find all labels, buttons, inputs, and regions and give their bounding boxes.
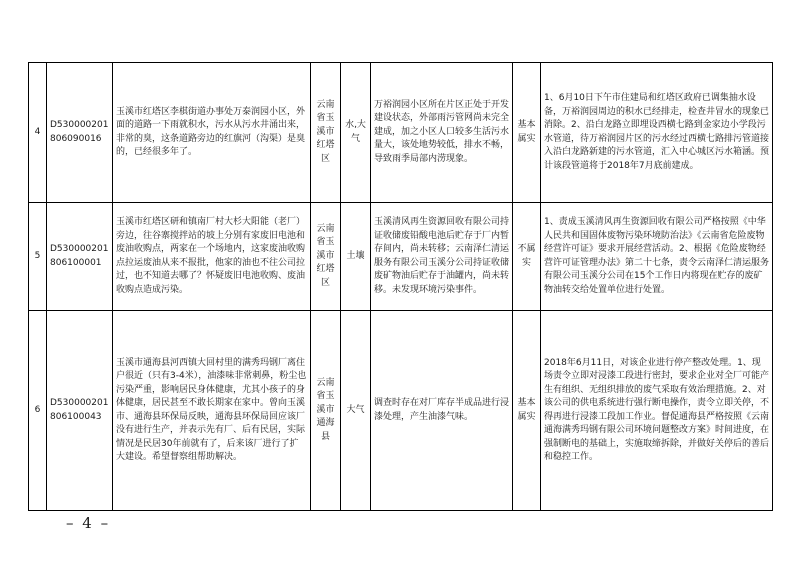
pollution-type: 水,大气 bbox=[341, 63, 371, 203]
administrative-region: 云南省玉溪市红塔区 bbox=[311, 63, 341, 203]
row-index: 6 bbox=[29, 311, 47, 511]
table-row bbox=[29, 311, 773, 511]
administrative-region: 云南省玉溪市通海县 bbox=[311, 311, 341, 511]
rectification-actions: 2018年6月11日，对该企业进行停产整改处理。1、现场责令立即对浸漆工段进行密封，要求企业对全厂可能产生有组织、无组织排放的废气采取有效治理措施。2、对该公司的供电系统进行强行断电操作，责令立即关停，不得再进行浸漆工段加工作业。督促通海县严格按照《云南通海满秀玛钢有限公司环境问题整改方案》时间进度，在强制断电的基础上，实施取缔拆除，并做好关停后的善后和稳控工作。 bbox=[541, 311, 773, 511]
table-row bbox=[29, 63, 773, 203]
pollution-type: 土壤 bbox=[341, 203, 371, 311]
case-code: D530000201806100043 bbox=[47, 311, 113, 511]
complaint-description: 玉溪市红塔区研和镇南厂村大杉大阳能（老厂）旁边，往谷寨搅拌站的坡上分别有家废旧电池和废油收购点，两家在一个场地内，这家废油收购点拉运废油从来不报批，他家的油也不往公司拉过，也不知道去哪了？怀疑废旧电池收购、废油收购点造成污染。 bbox=[113, 203, 311, 311]
case-code: D530000201806100001 bbox=[47, 203, 113, 311]
pollution-type: 大气 bbox=[341, 311, 371, 511]
verification-verdict: 基本属实 bbox=[513, 311, 541, 511]
page-footer bbox=[66, 514, 110, 532]
administrative-region: 云南省玉溪市红塔区 bbox=[311, 203, 341, 311]
investigation-findings: 调查时存在对厂库存半成品进行浸漆处理，产生油漆气味。 bbox=[371, 311, 513, 511]
table-row bbox=[29, 203, 773, 311]
verification-verdict: 不属实 bbox=[513, 203, 541, 311]
dash-left: – bbox=[66, 514, 76, 532]
row-index: 5 bbox=[29, 203, 47, 311]
investigation-findings: 万裕润园小区所在片区正处于开发建设状态，外部雨污管网尚未完全建成，加之小区人口较多生活污水量大，该处地势较低，排水不畅，导致雨季局部内涝现象。 bbox=[371, 63, 513, 203]
investigation-findings: 玉溪清风再生资源回收有限公司持证收储废铅酸电池后贮存于厂内暂存间内，尚未转移；云南泽仁清运服务有限公司玉溪分公司持证收储废矿物油后贮存于油罐内，尚未转移。未发现环境污染事件。 bbox=[371, 203, 513, 311]
page-number: 4 bbox=[82, 514, 94, 532]
case-code: D530000201806090016 bbox=[47, 63, 113, 203]
complaint-table bbox=[28, 62, 773, 511]
dash-right: – bbox=[100, 514, 111, 532]
verification-verdict: 基本属实 bbox=[513, 63, 541, 203]
complaint-description: 玉溪市红塔区李棋街道办事处万泰润园小区，外面的道路一下雨就积水，污水从污水井涌出来，非常的臭，这条道路旁边的红旗河（沟渠）是臭的，已经很多年了。 bbox=[113, 63, 311, 203]
row-index: 4 bbox=[29, 63, 47, 203]
complaint-description: 玉溪市通海县河西镇大回村里的满秀玛钢厂离住户很近（只有3-4米），油漆味非常刺鼻，粉尘也污染严重，影响居民身体健康，尤其小孩子的身体健康，居民甚至不敢长期家在家中。曾向玉溪市、通海县环保局反映，通海县环保局回应该厂没有进行生产，并表示先有厂、后有民居，实际情况是民居30年前就有了，后来该厂进行了扩大建设。希望督察组帮助解决。 bbox=[113, 311, 311, 511]
rectification-actions: 1、6月10日下午市住建局和红塔区政府已调集抽水设备，万裕润园周边的积水已经排走，检查井冒水的现象已消除。2、沿白龙路立即埋设西横七路到金家边小学段污水管道，待万裕润园片区的污水经过西横七路排污管道接入沿白龙路新建的污水管道，汇入中心城区污水箱涵。预计该段管道将于2018年7月底前建成。 bbox=[541, 63, 773, 203]
rectification-actions: 1、责成玉溪清风再生资源回收有限公司严格按照《中华人民共和国固体废物污染环境防治法》《云南省危险废物经营许可证》要求开展经营活动。2、根据《危险废物经营许可证管理办法》第二十七条，责令云南泽仁清运服务有限公司玉溪分公司在15个工作日内将现在贮存的废矿物油转交给处置单位进行处置。 bbox=[541, 203, 773, 311]
